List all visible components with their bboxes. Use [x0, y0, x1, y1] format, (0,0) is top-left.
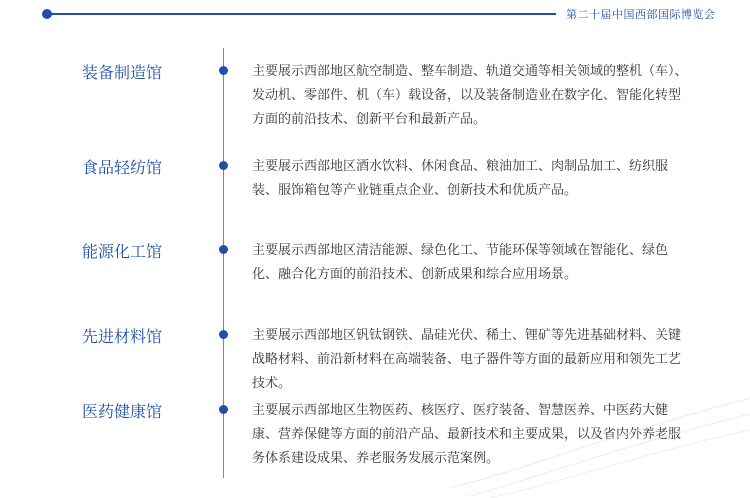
hall-name: 能源化工馆 — [82, 242, 163, 261]
hall-description: 主要展示西部地区钒钛钢铁、晶硅光伏、稀土、锂矿等先进基础材料、关键战略材料、前沿新材料在高端装备、电子器件等方面的最新应用和领先工艺技术。 — [252, 328, 682, 391]
hall-description: 主要展示西部地区酒水饮料、休闲食品、粮油加工、肉制品加工、纺织服装、服饰箱包等产业链重点企业、创新技术和优质产品。 — [252, 159, 669, 198]
divider-marker — [219, 161, 228, 170]
divider-marker — [219, 245, 228, 254]
hall-description: 主要展示西部地区清洁能源、绿色化工、节能环保等领域在智能化、绿色化、融合化方面的前沿技术、创新成果和综合应用场景。 — [252, 243, 669, 282]
header-title: 第二十届中国西部国际博览会 — [566, 8, 716, 21]
divider-marker — [219, 330, 228, 339]
hall-name: 装备制造馆 — [82, 63, 163, 82]
divider-marker — [219, 66, 228, 75]
header-rule — [48, 13, 556, 15]
page-header — [0, 0, 750, 30]
hall-description: 主要展示西部地区生物医药、核医疗、医疗装备、智慧医养、中医药大健康、营养保健等方面的前沿产品、最新技术和主要成果，以及省内外养老服务体系建设成果、养老服务发展示范案例。 — [252, 403, 682, 466]
hall-name: 食品轻纺馆 — [82, 158, 163, 177]
hall-name: 医药健康馆 — [82, 402, 163, 421]
decorative-wave — [450, 358, 750, 498]
hall-name: 先进材料馆 — [82, 327, 163, 346]
divider-marker — [219, 405, 228, 414]
hall-description: 主要展示西部地区航空制造、整车制造、轨道交通等相关领域的整机（车）、发动机、零部件、机（车）载设备，以及装备制造业在数字化、智能化转型方面的前沿技术、创新平台和最新产品。 — [252, 64, 688, 127]
